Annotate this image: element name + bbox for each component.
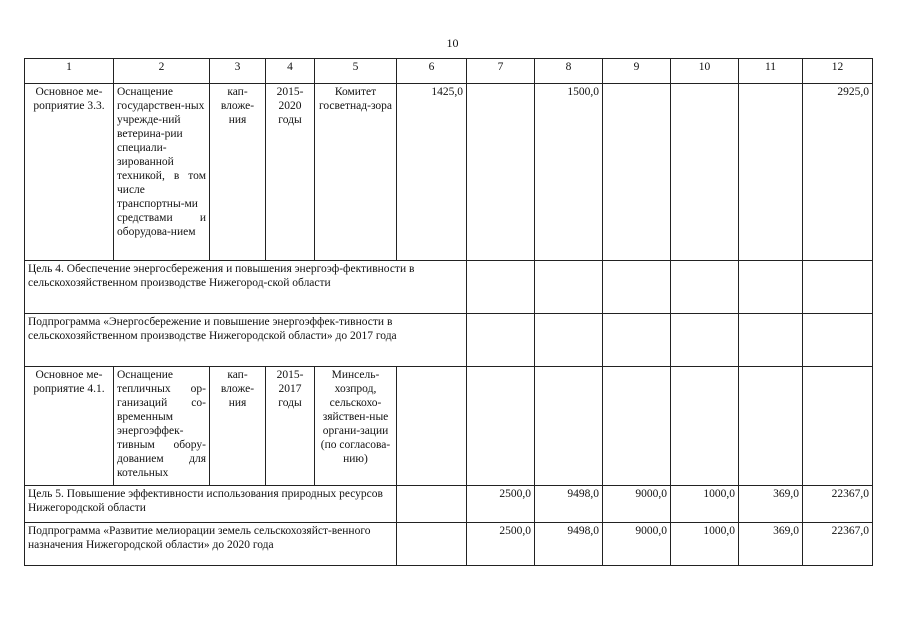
value-cell-9 (603, 314, 671, 367)
value-cell-9: 9000,0 (603, 486, 671, 523)
value-cell-8 (535, 314, 603, 367)
column-header-1: 1 (25, 59, 114, 84)
value-cell-12: 22367,0 (803, 486, 873, 523)
activity-number-cell: Основное ме-роприятие 3.3. (25, 84, 114, 261)
table-row-goal-5 (25, 486, 873, 523)
value-cell-11 (739, 261, 803, 314)
value-cell-7 (467, 261, 535, 314)
value-cell-9 (603, 84, 671, 261)
column-header-7: 7 (467, 59, 535, 84)
value-cell-9 (603, 261, 671, 314)
column-header-10: 10 (671, 59, 739, 84)
value-cell-8 (535, 261, 603, 314)
subprogram-melioration-text-cell: Подпрограмма «Развитие мелиорации земель сельскохозяйст-венного назначения Нижегородской области» до 2020 года (25, 523, 397, 566)
value-cell-12 (803, 367, 873, 486)
column-number-header-row (25, 59, 873, 84)
program-budget-table (24, 58, 873, 566)
period-cell: 2015-2020 годы (266, 84, 315, 261)
column-header-9: 9 (603, 59, 671, 84)
value-cell-10 (671, 367, 739, 486)
column-header-5: 5 (315, 59, 397, 84)
table-row-subprogram-energy-saving (25, 314, 873, 367)
value-cell-10: 1000,0 (671, 523, 739, 566)
value-cell-11 (739, 314, 803, 367)
activity-description-cell: Оснащение государствен-ных учрежде-ний ветерина-рии специали-зированной техникой, в том числе транспортны-ми средствами и оборудова-нием (114, 84, 210, 261)
value-cell-7: 2500,0 (467, 486, 535, 523)
value-cell-12: 2925,0 (803, 84, 873, 261)
funding-type-cell: кап-вложе-ния (210, 367, 266, 486)
table-row-goal-4 (25, 261, 873, 314)
column-header-11: 11 (739, 59, 803, 84)
value-cell-12 (803, 261, 873, 314)
column-header-2: 2 (114, 59, 210, 84)
value-cell-9: 9000,0 (603, 523, 671, 566)
value-cell-10: 1000,0 (671, 486, 739, 523)
goal-4-text-cell: Цель 4. Обеспечение энергосбережения и повышения энергоэф-фективности в сельскохозяйственном производстве Нижегород-ской области (25, 261, 467, 314)
activity-description-cell: Оснащение тепличных ор-ганизаций со-временным энергоэффек-тивным обору-дованием для котельных (114, 367, 210, 486)
column-header-4: 4 (266, 59, 315, 84)
column-header-6: 6 (397, 59, 467, 84)
table-row-subprogram-melioration (25, 523, 873, 566)
value-cell-7 (467, 84, 535, 261)
column-header-12: 12 (803, 59, 873, 84)
value-cell-8 (535, 367, 603, 486)
value-cell-10 (671, 261, 739, 314)
value-cell-7 (467, 367, 535, 486)
value-cell-8: 9498,0 (535, 486, 603, 523)
page-number: 10 (446, 36, 459, 50)
value-cell-7: 2500,0 (467, 523, 535, 566)
value-cell-6 (397, 486, 467, 523)
table-row-activity-4-1 (25, 367, 873, 486)
value-cell-12 (803, 314, 873, 367)
value-cell-8: 9498,0 (535, 523, 603, 566)
value-cell-6 (397, 523, 467, 566)
value-cell-11 (739, 367, 803, 486)
activity-number-cell: Основное ме-роприятие 4.1. (25, 367, 114, 486)
value-cell-8: 1500,0 (535, 84, 603, 261)
column-header-3: 3 (210, 59, 266, 84)
value-cell-11: 369,0 (739, 523, 803, 566)
executor-cell: Комитет госветнад-зора (315, 84, 397, 261)
executor-cell: Минсель-хозпрод, сельскохо-зяйствен-ные органи-зации (по согласова-нию) (315, 367, 397, 486)
funding-type-cell: кап-вложе-ния (210, 84, 266, 261)
value-cell-6 (397, 367, 467, 486)
value-cell-11: 369,0 (739, 486, 803, 523)
table-row-activity-3-3 (25, 84, 873, 261)
value-cell-10 (671, 314, 739, 367)
value-cell-7 (467, 314, 535, 367)
value-cell-11 (739, 84, 803, 261)
period-cell: 2015-2017 годы (266, 367, 315, 486)
column-header-8: 8 (535, 59, 603, 84)
subprogram-energy-text-cell: Подпрограмма «Энергосбережение и повышение энергоэффек-тивности в сельскохозяйственном производстве Нижегородской области» до 2017 года (25, 314, 467, 367)
value-cell-9 (603, 367, 671, 486)
value-cell-12: 22367,0 (803, 523, 873, 566)
value-cell-10 (671, 84, 739, 261)
goal-5-text-cell: Цель 5. Повышение эффективности использования природных ресурсов Нижегородской области (25, 486, 397, 523)
value-cell-6: 1425,0 (397, 84, 467, 261)
